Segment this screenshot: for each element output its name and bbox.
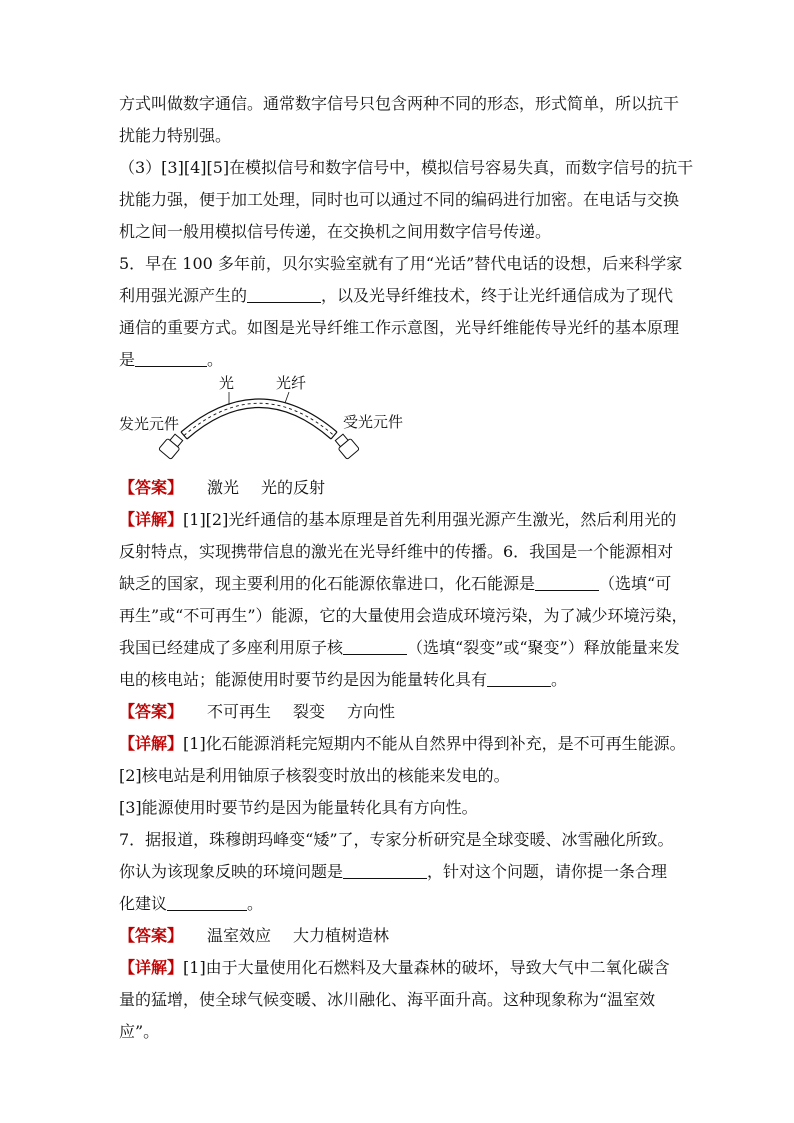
text-segment: 。 <box>207 350 224 369</box>
answer-value: 不可再生 <box>207 702 272 721</box>
text-line: （3）[3][4][5]在模拟信号和数字信号中，模拟信号容易失真，而数字信号的抗干 <box>119 158 694 177</box>
fiber-end-left <box>181 432 187 439</box>
answer-line <box>119 926 389 946</box>
answer-value: 激光 <box>207 478 240 497</box>
detail-line: 反射特点，实现携带信息的激光在光导纤维中的传播。6．我国是一个能源相对 <box>119 542 674 561</box>
text-segment: 。 <box>247 894 264 913</box>
question-7-line: 7．据报道，珠穆朗玛峰变“矮”了，专家分析研究是全球变暖、冰雪融化所致。 <box>119 830 674 849</box>
detail-text: [1]化石能源消耗完短期内不能从自然界中得到补充，是不可再生能源。 <box>183 734 686 753</box>
question-5-line: 5．早在 100 多年前，贝尔实验室就有了用“光话”替代电话的设想，后来科学家 <box>119 254 683 273</box>
fiber-outer-top <box>181 399 337 432</box>
text-segment: 。 <box>551 670 568 689</box>
emitter-component <box>159 432 185 459</box>
answer-tag: 【答案】 <box>119 478 184 497</box>
question-6-line <box>119 638 680 658</box>
text-segment: （选填“可 <box>599 574 672 593</box>
answer-blank <box>487 670 551 687</box>
text-line: 方式叫做数字通信。通常数字信号只包含两种不同的形态，形式简单，所以抗干 <box>119 94 680 113</box>
answer-line <box>119 702 395 722</box>
answer-value: 光的反射 <box>261 478 326 497</box>
receiver-component <box>333 432 359 459</box>
receiver-label: 受光元件 <box>343 413 404 431</box>
text-segment: 是 <box>119 350 136 369</box>
text-line: 扰能力强，便于加工处理，同时也可以通过不同的编码进行加密。在电话与交换 <box>119 190 680 209</box>
fiber-label: 光纤 <box>276 374 307 392</box>
answer-value: 方向性 <box>347 702 396 721</box>
detail-line <box>119 510 676 530</box>
answer-blank <box>247 286 321 303</box>
detail-text: [1]由于大量使用化石燃料及大量森林的破坏，导致大气中二氧化碳含 <box>183 958 670 977</box>
text-segment: 缺乏的国家，现主要利用的化石能源依靠进口，化石能源是 <box>119 574 536 593</box>
answer-tag: 【答案】 <box>119 702 184 721</box>
text-line: 扰能力特别强。 <box>119 126 232 145</box>
emitter-label: 发光元件 <box>119 415 180 433</box>
answer-tag: 【答案】 <box>119 926 184 945</box>
question-7-line <box>119 894 263 914</box>
question-6-line: 再生”或“不可再生”）能源，它的大量使用会造成环境污染，为了减少环境污染， <box>119 606 688 625</box>
detail-line: 应”。 <box>119 1022 160 1041</box>
answer-blank <box>535 574 599 591</box>
question-6-line <box>119 670 567 690</box>
answer-value: 温室效应 <box>207 926 272 945</box>
answer-value: 大力植树造林 <box>293 926 390 945</box>
text-segment: 利用强光源产生的 <box>119 286 248 305</box>
text-segment: 你认为该现象反映的环境问题是 <box>119 862 344 881</box>
text-segment: 我国已经建成了多座利用原子核 <box>119 638 344 657</box>
question-5-line <box>119 350 223 370</box>
question-7-line <box>119 862 667 882</box>
answer-blank <box>343 862 427 879</box>
detail-line <box>119 734 686 754</box>
detail-tag: 【详解】 <box>119 510 184 529</box>
detail-text: [1][2]光纤通信的基本原理是首先利用强光源产生激光，然后利用光的 <box>183 510 677 529</box>
fiber-end-right <box>331 432 337 439</box>
text-segment: ，以及光导纤维技术，终于让光纤通信成为了现代 <box>321 286 674 305</box>
light-label: 光 <box>219 374 235 392</box>
text-segment: ，针对这个问题，请你提一条合理 <box>427 862 668 881</box>
text-segment: （选填“裂变”或“聚变”）释放能量来发 <box>407 638 680 657</box>
text-line: 机之间一般用模拟信号传递，在交换机之间用数字信号传递。 <box>119 222 552 241</box>
detail-line: 量的猛增，使全球气候变暖、冰川融化、海平面升高。这种现象称为“温室效 <box>119 990 656 1009</box>
text-segment: 化建议 <box>119 894 168 913</box>
detail-tag: 【详解】 <box>119 734 184 753</box>
answer-value: 裂变 <box>293 702 326 721</box>
detail-tag: 【详解】 <box>119 958 184 977</box>
fiber-leader-line <box>285 392 289 403</box>
detail-line <box>119 958 670 978</box>
answer-blank <box>167 894 247 911</box>
text-segment: 电的核电站；能源使用时要节约是因为能量转化具有 <box>119 670 488 689</box>
answer-blank <box>135 350 207 367</box>
detail-line: [3]能源使用时要节约是因为能量转化具有方向性。 <box>119 798 478 817</box>
answer-line <box>119 478 325 498</box>
detail-line: [2]核电站是利用铀原子核裂变时放出的核能来发电的。 <box>119 766 510 785</box>
question-6-line <box>119 574 671 594</box>
answer-blank <box>343 638 407 655</box>
optical-fiber-diagram <box>119 372 419 464</box>
question-5-line: 通信的重要方式。如图是光导纤维工作示意图，光导纤维能传导光纤的基本原理 <box>119 318 680 337</box>
question-5-line <box>119 286 673 306</box>
